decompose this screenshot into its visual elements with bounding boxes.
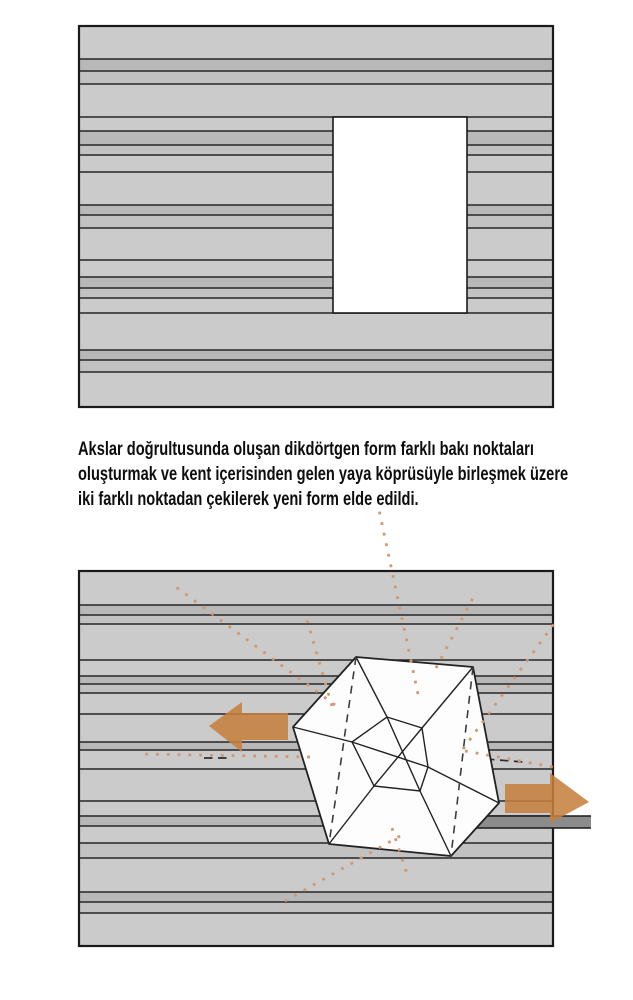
caption: [78, 437, 569, 512]
caption-line-2: oluşturmak ve kent içerisinden gelen yaya köprüsüyle birleşmek üzere: [78, 463, 569, 485]
caption-line-1: Akslar doğrultusunda oluşan dikdörtgen form farklı bakı noktaları: [78, 438, 534, 460]
caption-line-3: iki farklı noktadan çekilerek yeni form elde edildi.: [78, 488, 419, 510]
pedestrian-bridge-bar: [470, 816, 591, 828]
site-plan-top-panel: [79, 26, 553, 407]
rectangular-form-cutout: [333, 117, 467, 313]
